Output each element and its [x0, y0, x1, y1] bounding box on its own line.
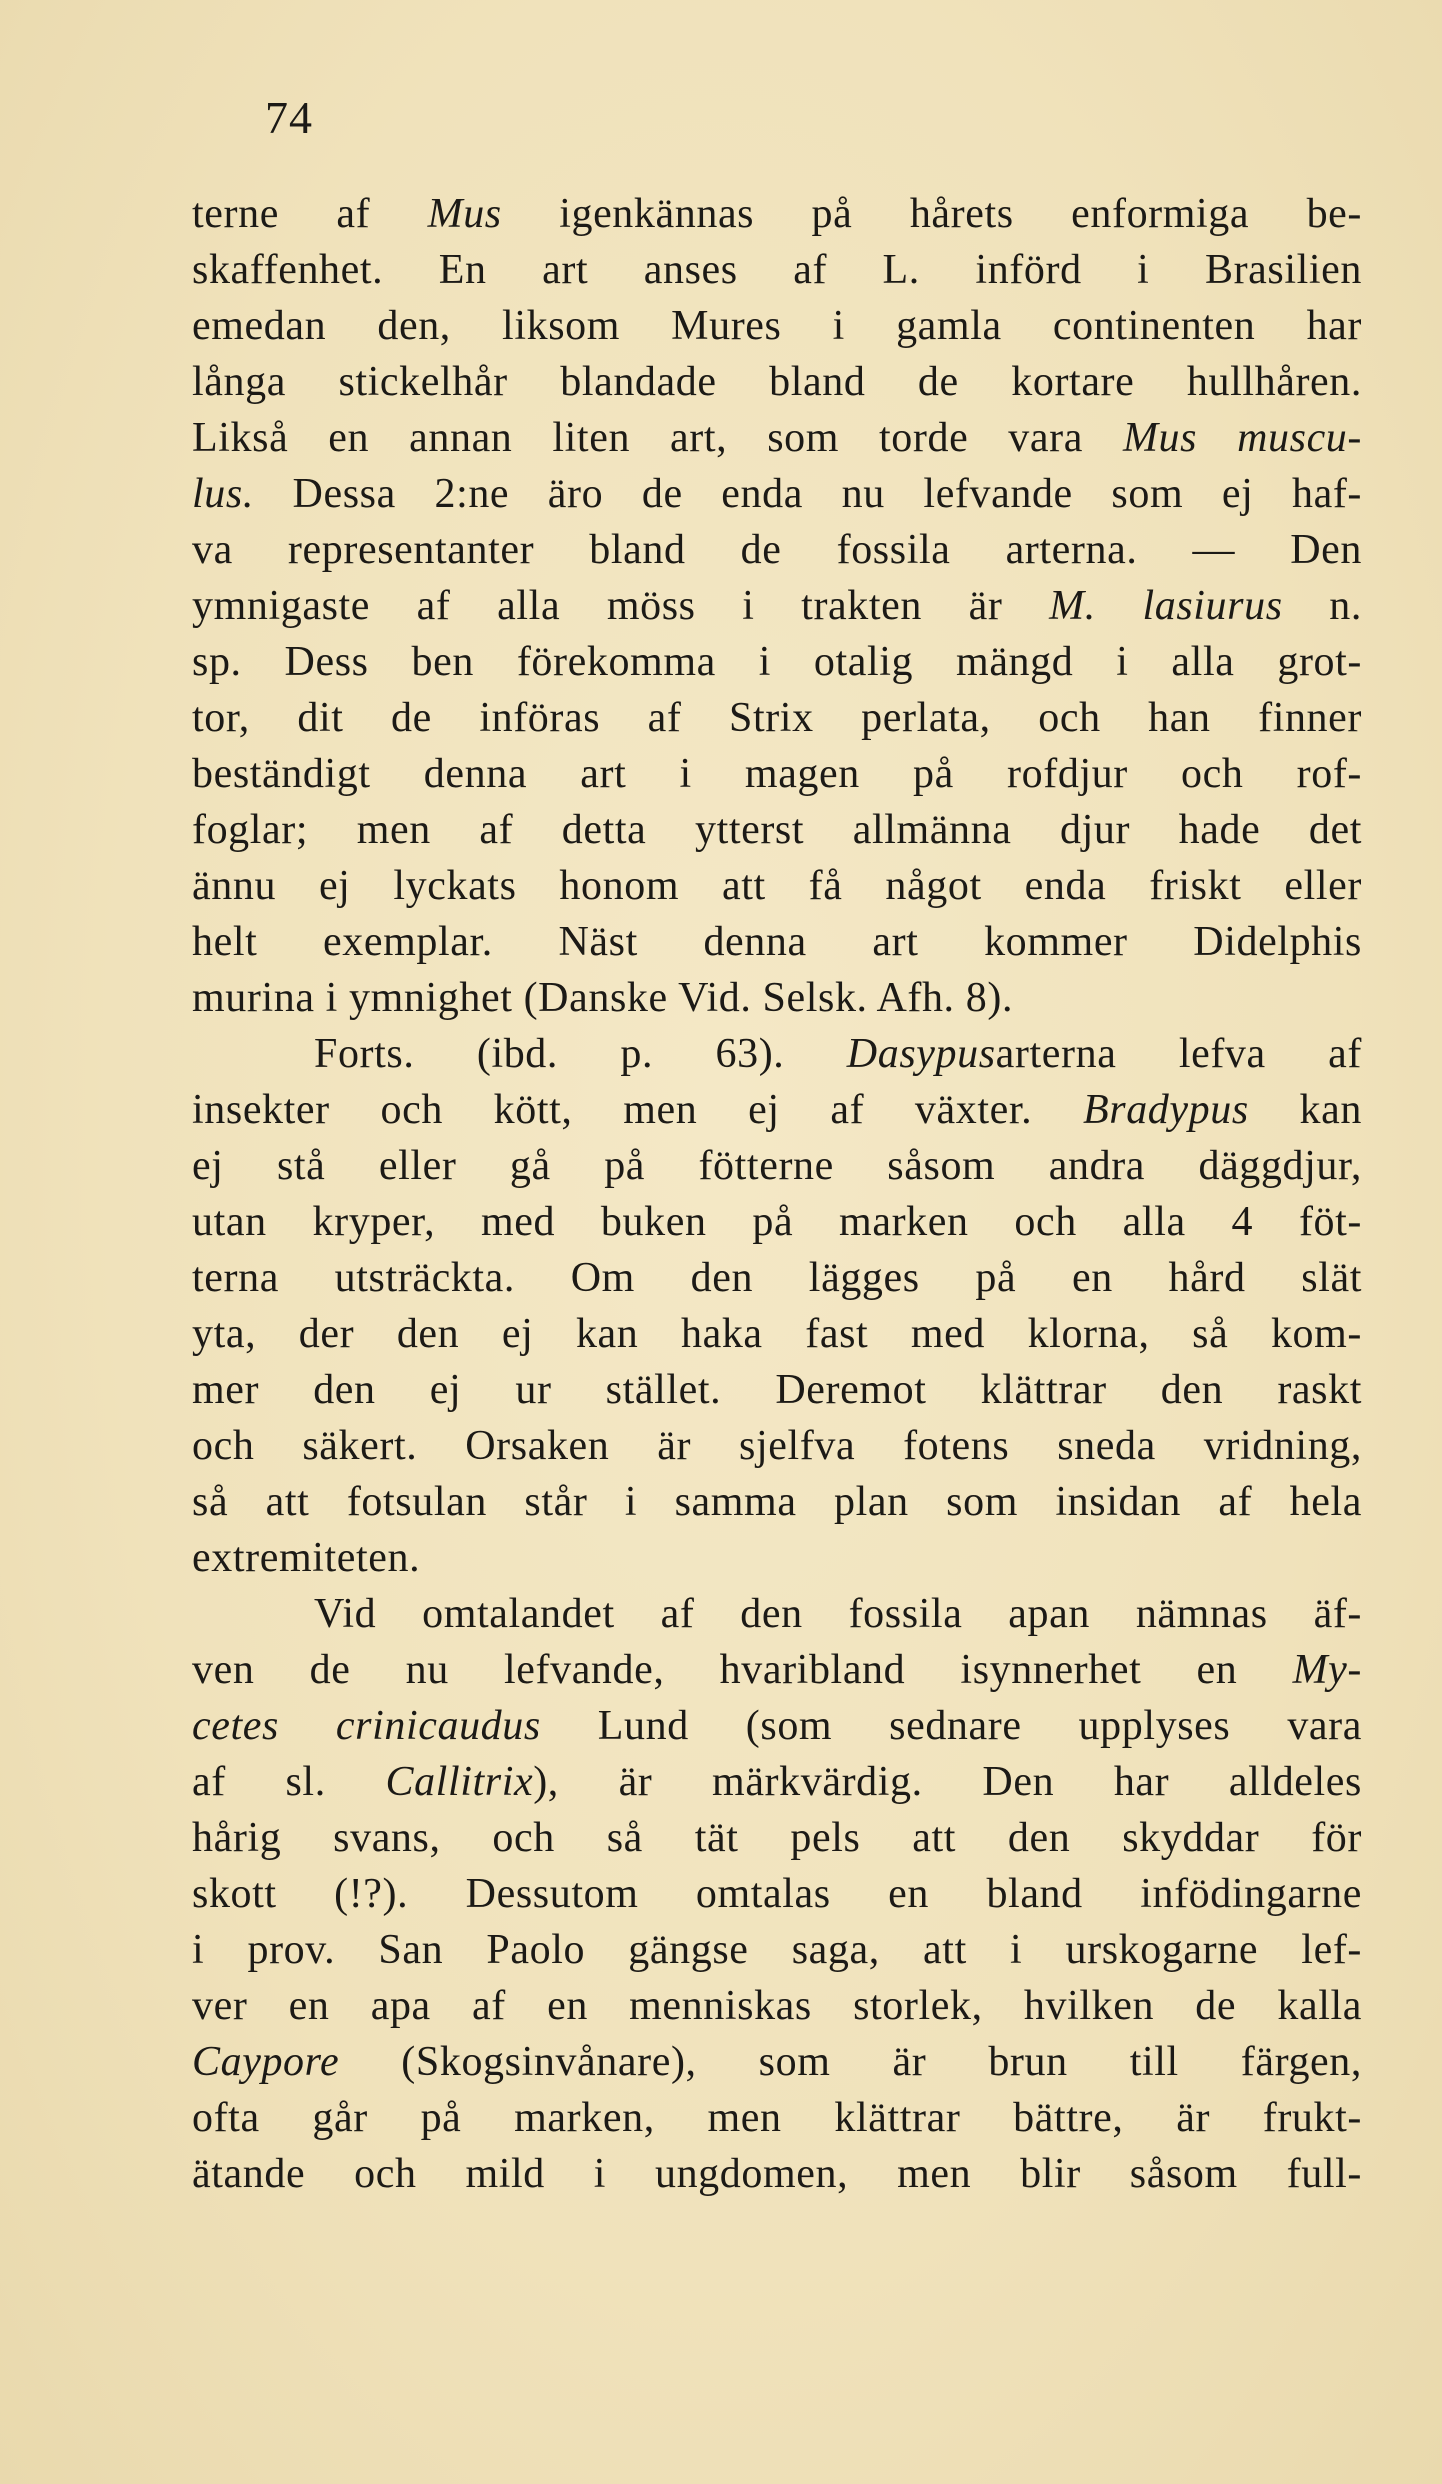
text-run: utan kryper, med buken på marken och alla 4 föt-	[192, 1199, 1362, 1245]
text-line	[192, 858, 1362, 914]
text-line	[192, 914, 1362, 970]
text-line	[192, 1082, 1362, 1138]
text-run: terna utsträckta. Om den lägges på en hård slät	[192, 1255, 1362, 1301]
text-line	[192, 354, 1362, 410]
text-run: (Skogsinvånare), som är brun till färgen,	[339, 2039, 1362, 2085]
text-run: emedan den, liksom Mures i gamla continenten har	[192, 303, 1362, 349]
text-line	[192, 1866, 1362, 1922]
text-run: så att fotsulan står i samma plan som insidan af hela	[192, 1479, 1362, 1525]
text-run: arterna lefva af	[995, 1031, 1362, 1077]
text-line	[192, 1194, 1362, 1250]
text-line	[192, 298, 1362, 354]
text-run: och säkert. Orsaken är sjelfva fotens sneda vridning,	[192, 1423, 1362, 1469]
text-run: ven de nu lefvande, hvaribland isynnerhet en	[192, 1647, 1293, 1693]
italic-text: My-	[1292, 1647, 1362, 1693]
text-line	[192, 970, 1362, 1026]
text-run: mer den ej ur stället. Deremot klättrar den raskt	[192, 1367, 1362, 1413]
text-run: va representanter bland de fossila arterna. — Den	[192, 527, 1362, 573]
text-line	[192, 1698, 1362, 1754]
italic-text: lus.	[192, 471, 254, 517]
text-line	[192, 1810, 1362, 1866]
text-run: beständigt denna art i magen på rofdjur och rof-	[192, 751, 1362, 797]
text-line	[192, 410, 1362, 466]
text-run: foglar; men af detta ytterst allmänna djur hade det	[192, 807, 1362, 853]
text-line	[192, 578, 1362, 634]
text-run: kan	[1248, 1087, 1362, 1133]
italic-text: Dasypus	[846, 1031, 996, 1077]
text-line	[192, 1138, 1362, 1194]
text-run: i prov. San Paolo gängse saga, att i urskogarne lef-	[192, 1927, 1362, 1973]
text-run: skott (!?). Dessutom omtalas en bland infödingarne	[192, 1871, 1362, 1917]
text-run: helt exemplar. Näst denna art kommer Didelphis	[192, 919, 1362, 965]
text-run: Likså en annan liten art, som torde vara	[192, 415, 1123, 461]
text-run: hårig svans, och så tät pels att den skyddar för	[192, 1815, 1362, 1861]
text-line	[192, 1922, 1362, 1978]
text-line	[192, 2090, 1362, 2146]
text-run: Forts. (ibd. p. 63).	[314, 1031, 847, 1077]
text-line	[192, 802, 1362, 858]
text-run: skaffenhet. En art anses af L. införd i Brasilien	[192, 247, 1362, 293]
text-run: igenkännas på hårets enformiga be-	[501, 191, 1362, 237]
text-line	[192, 522, 1362, 578]
body-text	[192, 186, 1362, 2202]
text-line	[192, 690, 1362, 746]
text-line	[192, 746, 1362, 802]
text-line	[192, 2034, 1362, 2090]
italic-text: cetes crinicaudus	[192, 1703, 541, 1749]
text-run: ännu ej lyckats honom att få något enda friskt eller	[192, 863, 1362, 909]
text-run: ätande och mild i ungdomen, men blir såsom full-	[192, 2151, 1362, 2197]
italic-text: Caypore	[192, 2039, 340, 2085]
text-line	[192, 1250, 1362, 1306]
text-line	[192, 634, 1362, 690]
text-run: insekter och kött, men ej af växter.	[192, 1087, 1083, 1133]
italic-text: M. lasiurus	[1049, 583, 1283, 629]
text-run: sp. Dess ben förekomma i otalig mängd i alla grot-	[192, 639, 1362, 685]
text-run: yta, der den ej kan haka fast med klorna, så kom-	[192, 1311, 1362, 1357]
text-line	[192, 2146, 1362, 2202]
text-run: ), är märkvärdig. Den har alldeles	[533, 1759, 1362, 1805]
text-line	[192, 1530, 1362, 1586]
text-line	[192, 1754, 1362, 1810]
italic-text: Bradypus	[1083, 1087, 1249, 1133]
text-run: Vid omtalandet af den fossila apan nämnas äf-	[314, 1591, 1362, 1637]
italic-text: Mus	[427, 191, 502, 237]
text-line	[192, 1586, 1362, 1642]
page-number: 74	[265, 92, 313, 143]
text-run: ej stå eller gå på fötterne såsom andra däggdjur,	[192, 1143, 1362, 1189]
text-line	[192, 1642, 1362, 1698]
text-line	[192, 1978, 1362, 2034]
text-run: långa stickelhår blandade bland de kortare hullhåren.	[192, 359, 1362, 405]
text-line	[192, 1362, 1362, 1418]
text-line	[192, 1474, 1362, 1530]
text-run: terne af	[192, 191, 428, 237]
text-run: tor, dit de införas af Strix perlata, och han finner	[192, 695, 1362, 741]
text-run: ofta går på marken, men klättrar bättre, är frukt-	[192, 2095, 1362, 2141]
text-line	[192, 1418, 1362, 1474]
text-run: af sl.	[192, 1759, 386, 1805]
text-run: extremiteten.	[192, 1535, 421, 1581]
text-run: Lund (som sednare upplyses vara	[540, 1703, 1362, 1749]
text-run: n.	[1282, 583, 1362, 629]
text-line	[192, 466, 1362, 522]
text-run: murina i ymnighet (Danske Vid. Selsk. Afh. 8).	[192, 975, 1014, 1021]
italic-text: Mus muscu-	[1122, 415, 1362, 461]
text-line	[192, 242, 1362, 298]
text-run: Dessa 2:ne äro de enda nu lefvande som ej haf-	[253, 471, 1362, 517]
text-run: ver en apa af en menniskas storlek, hvilken de kalla	[192, 1983, 1362, 2029]
text-line	[192, 186, 1362, 242]
italic-text: Callitrix	[385, 1759, 534, 1805]
text-run: ymnigaste af alla möss i trakten är	[192, 583, 1050, 629]
text-line	[192, 1026, 1362, 1082]
text-line	[192, 1306, 1362, 1362]
